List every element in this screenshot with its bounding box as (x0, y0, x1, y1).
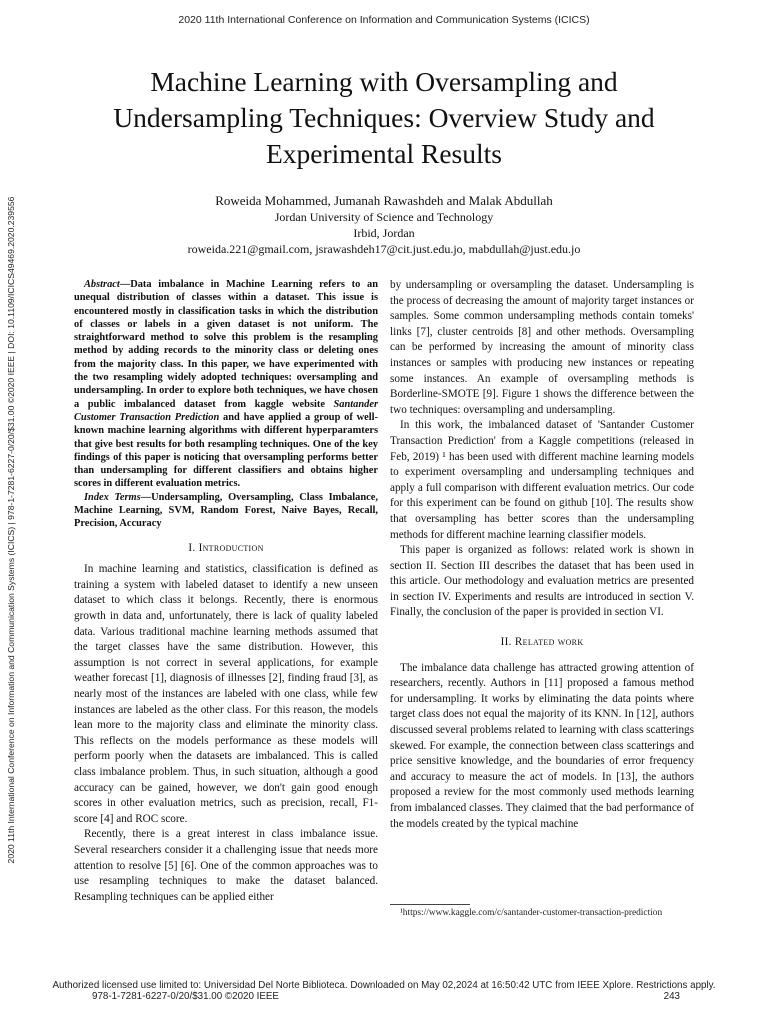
title-line: Experimental Results (266, 138, 502, 169)
section-number: I. (188, 541, 196, 554)
footer-row (0, 991, 768, 1003)
right-column (390, 278, 694, 832)
copyright-notice: 978-1-7281-6227-0/20/$31.00 ©2020 IEEE (92, 991, 279, 1002)
section-heading-related-work (390, 635, 694, 651)
author-emails: roweida.221@gmail.com, jsrawashdeh17@cit.just.edu.jo, mabdullah@just.edu.jo (187, 242, 581, 256)
footnote-rule (390, 904, 470, 905)
body-paragraph: In machine learning and statistics, classification is defined as training a system with labeled dataset to identify a new unseen dataset to which class it belongs. Recently, there is enormous growth in data and, unfortunately, there is lack of quality labeled data. Various traditional machine learning methods assumed that the target classes have the same distribution. However, this assumption is not correct in several applications, for example weather forecast [1], diagnosis of illnesses [2], finding fraud [3], as nearly most of the instances are labeled with one class, while few instances are labeled as the other class. For this reason, the models lean more to the majority class and eliminate the minority class. This reflects on the models performance as these models will perform poorly when the datasets are imbalanced. This is called class imbalance problem. Thus, in such situation, although a good accuracy can be gained, however, we don't gain good enough scores in other evaluation metrics, such as precision, recall, F1-score [4] and ROC score. (74, 563, 378, 825)
abstract-dataset-name: Santander Customer Transaction Prediction (74, 398, 378, 423)
section-name: Related work (514, 636, 584, 649)
paper-title (60, 64, 708, 172)
footnote: ¹https://www.kaggle.com/c/santander-customer-transaction-prediction (400, 908, 663, 918)
index-terms-lead: Index Terms (84, 491, 141, 503)
left-column (74, 278, 378, 905)
section-heading-introduction (74, 541, 378, 557)
abstract (74, 278, 378, 491)
body-paragraph: This paper is organized as follows: related work is shown in section II. Section III describes the dataset that has been used in this article. Our methodology and evaluation metrics are presented in section IV. Experiments and results are introduced in section V. Finally, the conclusion of the paper is provided in section VI. (390, 544, 694, 619)
author-list: Roweida Mohammed, Jumanah Rawashdeh and Malak Abdullah (215, 193, 553, 208)
page-footer (0, 980, 768, 1003)
body-paragraph: The imbalance data challenge has attracted growing attention of researchers, recently. Authors in [11] proposed a famous method for undersampling. It works by eliminating the data points where target class does not equal the majority of its KNN. In [12], authors discussed several problems related to learning with class scatterings skewed. For example, the connection between class scatterings and price sensitive knowledge, and the boundaries of error frequency and accuracy to measure the act of models. In [13], the authors proposed a review for the most commonly used methods learning from imbalanced classes. They claimed that the bad performance of the models created by the typical machine (390, 661, 694, 830)
affiliation-university: Jordan University of Science and Technology (274, 210, 494, 224)
abstract-text-1: —Data imbalance in Machine Learning refers to an unequal distribution of classes within a dataset. This issue is encountered mostly in classification tasks in which the distribution of classes or labels in a given dataset is not uniform. The straightforward method to solve this problem is the resampling method by adding records to the minority class or deleting ones from the majority class. In this paper, we have experimented with the two resampling widely adopted techniques: oversampling and undersampling. In order to explore both techniques, we have chosen a public imbalanced dataset from kaggle website (74, 279, 378, 410)
affiliation-location: Irbid, Jordan (353, 226, 415, 240)
title-line: Machine Learning with Oversampling and (150, 66, 618, 97)
side-margin-note (4, 160, 18, 900)
index-terms (74, 491, 378, 531)
conference-header: 2020 11th International Conference on Information and Communication Systems (ICICS) (178, 14, 590, 26)
page-number: 243 (663, 991, 680, 1002)
section-number: II. (500, 636, 512, 649)
section-name: Introduction (198, 541, 264, 554)
abstract-text-2: and have applied a group of well-known machine learning algorithms with different hyperparamters that give best results for both resampling techniques. One of the key findings of this paper is noticing that oversampling performs better than undersampling for different classifiers and obtains higher scores in different evaluation metrics. (74, 411, 378, 490)
body-paragraph: In this work, the imbalanced dataset of 'Santander Customer Transaction Prediction' from a Kaggle competitions (released in Feb, 2019) ¹ has been used with different machine learning models to experiment oversampling and undersampling techniques and apply a full comparison with different evaluation metrics. Our code for this experiment can be found on github [10]. The results show that oversampling has better scores than the undersampling methods for different machine learning classifier models. (390, 419, 694, 541)
side-margin-note-text: 2020 11th International Conference on Information and Communication Systems (ICICS) | 978-1-7281-6227-0/20/$31.00 ©2020 IEEE | DOI: 10.1109/ICICS49469.2020.239556 (6, 196, 16, 864)
body-paragraph: Recently, there is a great interest in class imbalance issue. Several researchers consider it a challenging issue that needs more attention to resolve [5] [6]. One of the common approaches was to use resampling techniques to make the dataset balanced. Resampling techniques can be applied either (74, 828, 378, 903)
license-notice: Authorized licensed use limited to: Universidad Del Norte Biblioteca. Downloaded on May 02,2024 at 16:50:42 UTC from IEEE Xplore. Restrictions apply. (52, 980, 716, 991)
index-terms-text: —Undersampling, Oversampling, Class Imbalance, Machine Learning, SVM, Random Forest, Naive Bayes, Recall, Precision, Accuracy (74, 491, 378, 530)
title-line: Undersampling Techniques: Overview Study and (113, 102, 655, 133)
abstract-lead: Abstract (84, 279, 120, 290)
body-paragraph: by undersampling or oversampling the dataset. Undersampling is the process of decreasing the amount of majority target instances or samples. Some common undersampling methods contain tomeks' links [7], cluster centroids [8] and other methods. Oversampling can be performed by increasing the amount of minority class instances or samples with producing new instances or repeating some instances. An example of oversampling methods is Borderline-SMOTE [9]. Figure 1 shows the difference between the two techniques: oversampling and undersampling. (390, 279, 694, 416)
